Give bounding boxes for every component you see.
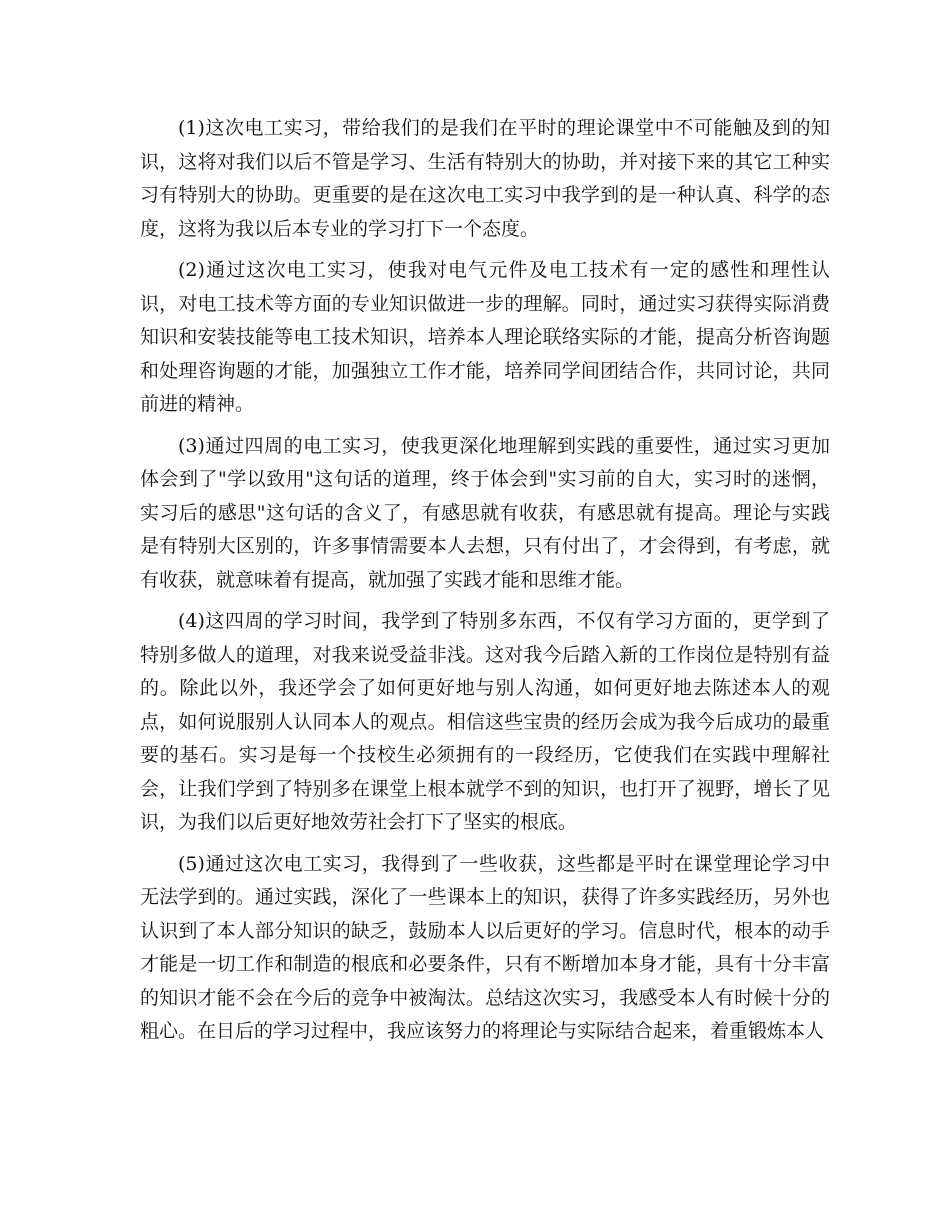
paragraph-3: (3)通过四周的电工实习，使我更深化地理解到实践的重要性，通过实习更加体会到了"学以致用"这句话的道理，终于体会到"实习前的自大，实习时的迷惘，实习后的感思"这句话的含义了，有感思就有收获，有感思就有提高。理论与实践是有特别大区别的，许多事情需要本人去想，只有付出了，才会得到，有考虑，就有收获，就意味着有提高，就加强了实践才能和思维才能。 (140, 434, 830, 591)
document-body (140, 112, 830, 1057)
paragraph-1: (1)这次电工实习，带给我们的是我们在平时的理论课堂中不可能触及到的知识，这将对我们以后不管是学习、生活有特别大的协助，并对接下来的其它工种实习有特别大的协助。更重要的是在这次电工实习中我学到的是一种认真、科学的态度，这将为我以后本专业的学习打下一个态度。 (140, 117, 830, 240)
paragraph-4: (4)这四周的学习时间，我学到了特别多东西，不仅有学习方面的，更学到了特别多做人的道理，对我来说受益非浅。这对我今后踏入新的工作岗位是特别有益的。除此以外，我还学会了如何更好地与别人沟通，如何更好地去陈述本人的观点，如何说服别人认同本人的观点。相信这些宝贵的经历会成为我今后成功的最重要的基石。实习是每一个技校生必须拥有的一段经历，它使我们在实践中理解社会，让我们学到了特别多在课堂上根本就学不到的知识，也打开了视野，增长了见识，为我们以后更好地效劳社会打下了坚实的根底。 (140, 610, 830, 833)
paragraph-5: (5)通过这次电工实习，我得到了一些收获，这些都是平时在课堂理论学习中无法学到的。通过实践，深化了一些课本上的知识，获得了许多实践经历，另外也认识到了本人部分知识的缺乏，鼓励本人以后更好的学习。信息时代，根本的动手才能是一切工作和制造的根底和必要条件，只有不断增加本身才能，具有十分丰富的知识才能不会在今后的竞争中被淘汰。总结这次实习，我感受本人有时候十分的粗心。在日后的学习过程中，我应该努力的将理论与实际结合起来，着重锻炼本人 (140, 852, 830, 1042)
paragraph-2: (2)通过这次电工实习，使我对电气元件及电工技术有一定的感性和理性认识，对电工技术等方面的专业知识做进一步的理解。同时，通过实习获得实际消费知识和安装技能等电工技术知识，培养本人理论联络实际的才能，提高分析咨询题和处理咨询题的才能，加强独立工作才能，培养同学间团结合作，共同讨论，共同前进的精神。 (140, 259, 830, 415)
